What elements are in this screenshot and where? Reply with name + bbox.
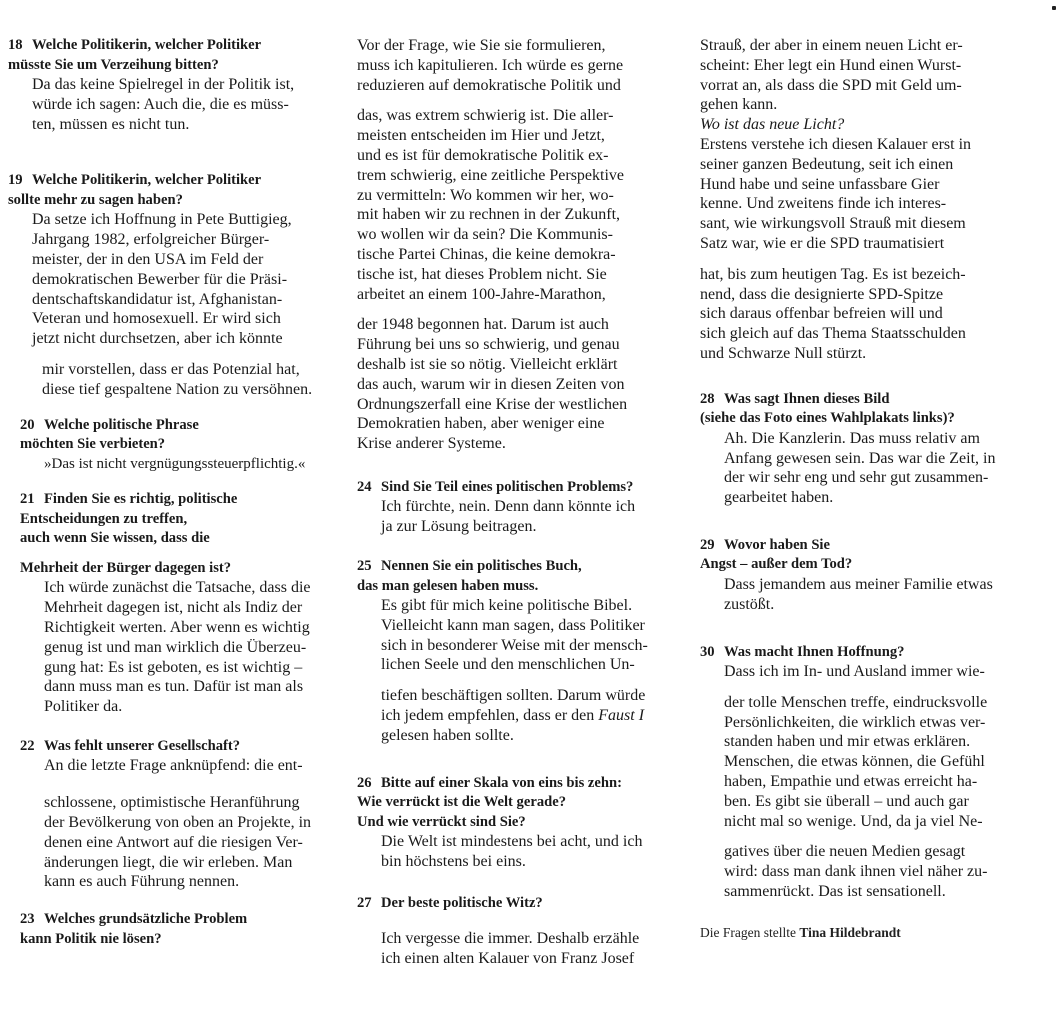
answer-23: Vor der Frage, wie Sie sie formulieren, muss ich kapitulieren. Ich würde es gerne reduzieren auf demokratische Politik und das, was extrem schwierig ist. Die aller- meisten entscheiden im Hier und Jetzt, und es ist für demokratische Politik ex- trem schwierig, eine zeitliche Perspektive zu vermitteln: Wo kommen wir her, wo- mit haben wir zu rechnen in der Zukunft, wo wollen wir da sein? Die Kommunis- tische Partei Chinas, die keine demokra- tische ist, hat dieses Problem nicht. Sie arbeitet an einem 100-Jahre-Marathon, der 1948 begonnen hat. Darum ist auch Führung bei uns so schwierig, und genau deshalb ist sie so nötig. Vielleicht erklärt das auch, warum wir in diesen Zeiten von Ordnungszerfall eine Krise der westlichen Demokratien haben, aber weniger eine Krise anderer Systeme.: [357, 37, 628, 453]
answer-24: Ich fürchte, nein. Denn dann könnte ich ja zur Lösung beitragen.: [381, 498, 636, 536]
answer-25: Es gibt für mich keine politische Bibel. Vielleicht kann man sagen, dass Politiker sich in besonderer Weise mit der mensch- lichen Seele und den menschlichen Un- tiefen beschäftigen sollten. Darum würde ich jedem empfehlen, dass er den Faust I gelesen haben sollte.: [381, 597, 648, 744]
answer-30: Dass ich im In- und Ausland immer wie- der tolle Menschen treffe, eindrucksvolle Persönlichkeiten, die wirklich etwas ver- standen haben und mir etwas erklären. Menschen, die etwas können, die Gefühl haben, Empathie und etwas erreicht ha- ben. Es gibt sie überall – und auch gar nicht mal so wenige. Und, da ja viel Ne- gatives über die neuen Medien gesagt wird: dass man dank ihnen viel näher zu- sammenrückt. Das ist sensationell.: [724, 663, 988, 900]
answer-29: Dass jemandem aus meiner Familie etwas zustößt.: [724, 575, 993, 613]
question-19: [8, 171, 336, 399]
question-23: [8, 910, 336, 949]
question-18: [8, 36, 336, 134]
answer-18: Da das keine Spielregel in der Politik ist, würde ich sagen: Auch die, die es müss- ten, müssen es nicht tun.: [32, 76, 295, 133]
question-28-heading: 28 Was sagt Ihnen dieses Bild (siehe das Foto eines Wahlplakats links)?: [700, 390, 955, 427]
question-20-heading: 20 Welche politische Phrase möchten Sie verbieten?: [20, 416, 199, 453]
question-26-heading: 26 Bitte auf einer Skala von eins bis zehn: Wie verrückt ist die Welt gerade? Und wie verrückt sind Sie?: [357, 774, 622, 830]
answer-19: Da setze ich Hoffnung in Pete Buttigieg, Jahrgang 1982, erfolgreicher Bürger- meister, der in den USA im Feld der demokratischen Bewerber für die Präsi- dentschaftskandidatur ist, Afghanistan- Veteran und homosexuell. Er wird sich jetzt nicht durchsetzen, aber ich könnte mir vorstellen, dass er das Potenzial hat, diese tief gespaltene Nation zu versöhnen.: [32, 211, 313, 398]
column-3: [700, 36, 1020, 942]
answer-26: Die Welt ist mindestens bei acht, und ich bin höchstens bei eins.: [381, 833, 643, 870]
question-22: [8, 737, 336, 892]
answer-27-continued: Strauß, der aber in einem neuen Licht er- scheint: Eher legt ein Hund einen Wurst- vorrat an, als dass die SPD mit Geld um- gehen kann. Wo ist das neue Licht? Erstens verstehe ich diesen Kalauer erst in seiner ganzen Bedeutung, seit ich einen Hund habe und seine unfassbare Gier kenne. Und zweitens finde ich interes- sant, wie wirkungsvoll Strauß mit diesem Satz war, wie er die SPD traumatisiert hat, bis zum heutigen Tag. Es ist bezeich- nend, dass die designierte SPD-Spitze sich daraus offenbar befreien will und sich gleich auf das Thema Staatsschulden und Schwarze Null stürzt.: [700, 37, 972, 362]
question-29-heading: 29 Wovor haben Sie Angst – außer dem Tod?: [700, 536, 853, 573]
question-22-heading: 22 Was fehlt unserer Gesellschaft?: [20, 737, 241, 754]
answer-27: Ich vergesse die immer. Deshalb erzähle ich einen alten Kalauer von Franz Josef: [381, 930, 640, 967]
answer-20: »Das ist nicht vergnügungssteuerpflichtig.«: [44, 455, 306, 472]
question-19-heading: 19 Welche Politikerin, welcher Politiker sollte mehr zu sagen haben?: [8, 172, 262, 208]
question-28: [700, 390, 1020, 508]
question-21-heading: 21 Finden Sie es richtig, politische Entscheidungen zu treffen, auch wenn Sie wissen, dass die Mehrheit der Bürger dagegen ist?: [20, 491, 238, 576]
question-24: [357, 478, 675, 537]
question-27-heading: 27 Der beste politische Witz?: [357, 894, 543, 911]
question-27: [357, 894, 675, 969]
question-25: [357, 557, 675, 746]
question-30-heading: 30 Was macht Ihnen Hoffnung?: [700, 643, 905, 660]
question-30: [700, 643, 1020, 902]
question-20: [8, 416, 336, 475]
interview-credit: Die Fragen stellte Tina Hildebrandt: [700, 924, 901, 940]
column-1: [8, 36, 336, 949]
question-29: [700, 536, 1020, 615]
answer-21: Ich würde zunächst die Tatsache, dass die Mehrheit dagegen ist, nicht als Indiz der Richtigkeit werten. Aber wenn es wichtig genug ist und man wirklich die Überzeu- gung hat: Es ist geboten, es ist wichtig – dann muss man es tun. Dafür ist man als Politiker da.: [44, 579, 311, 716]
question-21: [8, 490, 336, 717]
question-26: [357, 774, 675, 872]
question-25-heading: 25 Nennen Sie ein politisches Buch, das man gelesen haben muss.: [357, 558, 582, 594]
question-18-heading: 18 Welche Politikerin, welcher Politiker müsste Sie um Verzeihung bitten?: [8, 37, 262, 73]
question-24-heading: 24 Sind Sie Teil eines politischen Problems?: [357, 478, 634, 495]
answer-28: Ah. Die Kanzlerin. Das muss relativ am Anfang gewesen sein. Das war die Zeit, in der wir sehr eng und sehr gut zusammen- gearbeitet haben.: [724, 429, 996, 507]
page-edge-mark: [1052, 6, 1056, 10]
answer-22: An die letzte Frage anknüpfend: die ent- schlossene, optimistische Heranführung der Bevölkerung von oben an Projekte, in denen eine Antwort auf die riesigen Ver- änderungen liegt, die wir erleben. Man kann es auch Führung nennen.: [44, 757, 312, 891]
column-2: [357, 36, 675, 969]
question-23-heading: 23 Welches grundsätzliche Problem kann Politik nie lösen?: [20, 911, 248, 947]
